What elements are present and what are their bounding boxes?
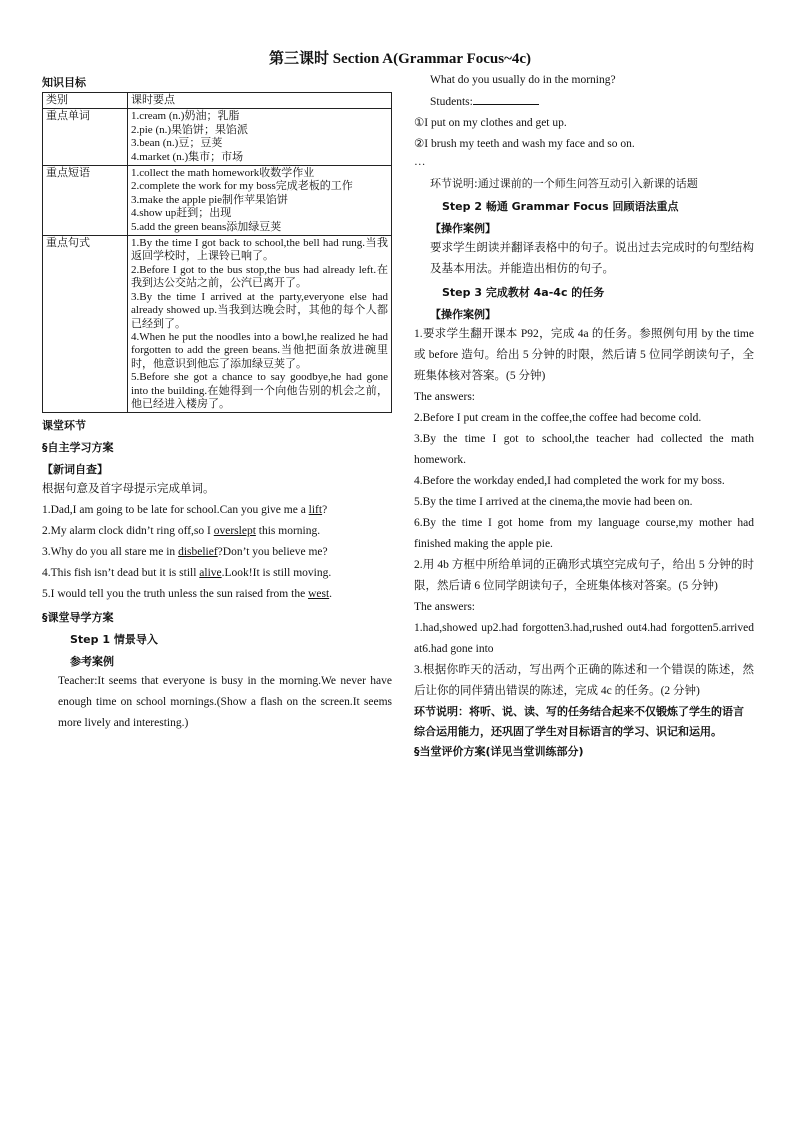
step1-heading: Step 1 情景导入 (70, 633, 158, 647)
list-item: 2.Before I got to the bus stop,the bus had already left.在我到达公交站之前，公汽已离开了。 (131, 263, 388, 290)
list-item: 4.market (n.)集市；市场 (131, 150, 244, 163)
answer-line: ①I put on my clothes and get up. (414, 117, 567, 129)
table-row (43, 236, 392, 413)
table-header: 类别 (43, 93, 128, 109)
list-item: 1.By the time I got back to school,the bell had rung.当我返回学校时，上课铃已响了。 (131, 237, 388, 263)
answer-blank (473, 94, 539, 105)
right-column (414, 72, 754, 762)
answer-item: 6.By the time I got home from my language course,my mother had finished making the apple pie. (414, 517, 754, 550)
ellipsis: … (414, 156, 426, 168)
list-item: 4.show up赶到；出现 (131, 207, 232, 220)
answer-item: 2.Before I put cream in the coffee,the coffee had become cold. (414, 412, 702, 424)
task3-text: 3.根据你昨天的活动，写出两个正确的陈述和一个错误的陈述，然后让你的同伴猜出错误的陈述，完成 4c 的任务。(2 分钟) (414, 664, 754, 697)
row-category: 重点单词 (43, 109, 128, 166)
row-items (128, 109, 392, 166)
case-heading: 【操作案例】 (430, 222, 496, 235)
exercise-sentence: 3.Why do you all stare me in disbelief?Don’t you believe me? (42, 546, 328, 559)
list-item: 2.complete the work for my boss完成老板的工作 (131, 180, 353, 193)
knowledge-table (42, 92, 392, 413)
answer-item: 3.By the time I got to school,the teacher had collected the math homework. (414, 433, 754, 466)
list-item: 5.add the green beans添加绿豆荚 (131, 220, 282, 233)
note2: 环节说明：将听、说、读、写的任务结合起来不仅锻炼了学生的语言综合运用能力，还巩固了学生对目标语言的学习、识记和运用。 (414, 705, 744, 738)
evaluation-heading: §当堂评价方案(详见当堂训练部分) (414, 745, 584, 758)
task2-text: 2.用 4b 方框中所给单词的正确形式填空完成句子，给出 5 分钟的时限，然后请 6 位同学朗读句子，全班集体核对答案。(5 分钟) (414, 559, 754, 592)
list-item: 4.When he put the noodles into a bowl,he realized he had forgotten to add the green beans.当他把面条放进碗里时，他意识到他忘了添加绿豆荚了。 (131, 330, 388, 370)
new-words-intro: 根据句意及首字母提示完成单词。 (42, 483, 215, 496)
table-header: 课时要点 (128, 93, 392, 109)
exercise-sentence: 5.I would tell you the truth unless the sun raised from the west. (42, 588, 333, 601)
students-line: Students: (414, 92, 754, 113)
row-category: 重点句式 (43, 236, 128, 413)
new-words-heading: 【新词自查】 (42, 463, 108, 477)
self-study-heading: §自主学习方案 (42, 441, 114, 455)
list-item: 1.collect the math homework收数学作业 (131, 167, 315, 180)
page-title: 第三课时 Section A(Grammar Focus~4c) (268, 51, 532, 67)
knowledge-label: 知识目标 (42, 76, 86, 89)
answer-item: 5.By the time I arrived at the cinema,the movie had been on. (414, 496, 693, 508)
answer-item: 4.Before the workday ended,I had completed the work for my boss. (414, 475, 725, 487)
row-items (128, 166, 392, 236)
answers-label: The answers: (414, 601, 475, 613)
list-item: 5.Before she got a chance to say goodbye,he had gone into the building.在她得到一个向他告别的机会之前，他已经进入楼房了。 (131, 371, 388, 410)
list-item: 3.bean (n.)豆；豆荚 (131, 137, 223, 150)
table-row (43, 109, 392, 166)
answers-label: The answers: (414, 391, 475, 403)
list-item: 2.pie (n.)果馅饼；果馅派 (131, 123, 249, 136)
row-items (128, 236, 392, 413)
note1: 环节说明:通过课前的一个师生问答互动引入新课的话题 (430, 177, 698, 190)
task1-text: 1.要求学生翻开课本 P92，完成 4a 的任务。参照例句用 by the time或 before 造句。给出 5 分钟的时限，然后请 5 位同学朗读句子，全班集体核对答案。(5 分钟) (414, 328, 754, 382)
left-column (42, 72, 392, 734)
exercise-sentence: 1.Dad,I am going to be late for school.Can you give me a lift? (42, 504, 328, 517)
teacher-text: Teacher:It seems that everyone is busy in the morning.We never have enough time on school mornings.(Show a flash on the screen.It seems more lively and interesting.) (58, 675, 392, 730)
answer-line: ②I brush my teeth and wash my face and so on. (414, 138, 635, 150)
step2-heading: Step 2 畅通 Grammar Focus 回顾语法重点 (442, 200, 679, 213)
step2-text: 要求学生朗读并翻译表格中的句子。说出过去完成时的句型结构及基本用法。并能造出相仿的句子。 (430, 242, 754, 275)
table-header-row (43, 93, 392, 109)
answers-line: 1.had,showed up2.had forgotten3.had,rushed out4.had forgotten5.arrived at6.had gone into (414, 622, 754, 655)
exercise-sentence: 2.My alarm clock didn’t ring off,so I overslept this morning. (42, 525, 321, 538)
class-label: 课堂环节 (42, 419, 86, 433)
case-heading: 【操作案例】 (430, 308, 496, 321)
list-item: 1.cream (n.)奶油；乳脂 (131, 110, 240, 123)
list-item: 3.make the apple pie制作苹果馅饼 (131, 193, 289, 206)
exercise-sentence: 4.This fish isn’t dead but it is still alive.Look!It is still moving. (42, 567, 332, 580)
step3-heading: Step 3 完成教材 4a-4c 的任务 (442, 286, 605, 299)
question: What do you usually do in the morning? (430, 74, 616, 86)
guide-heading: §课堂导学方案 (42, 611, 114, 625)
table-row (43, 166, 392, 236)
reference-heading: 参考案例 (70, 655, 114, 669)
row-category: 重点短语 (43, 166, 128, 236)
list-item: 3.By the time I arrived at the party,everyone else had already showed up.当我到达晚会时，其他的每个人都已经到了。 (131, 290, 388, 330)
